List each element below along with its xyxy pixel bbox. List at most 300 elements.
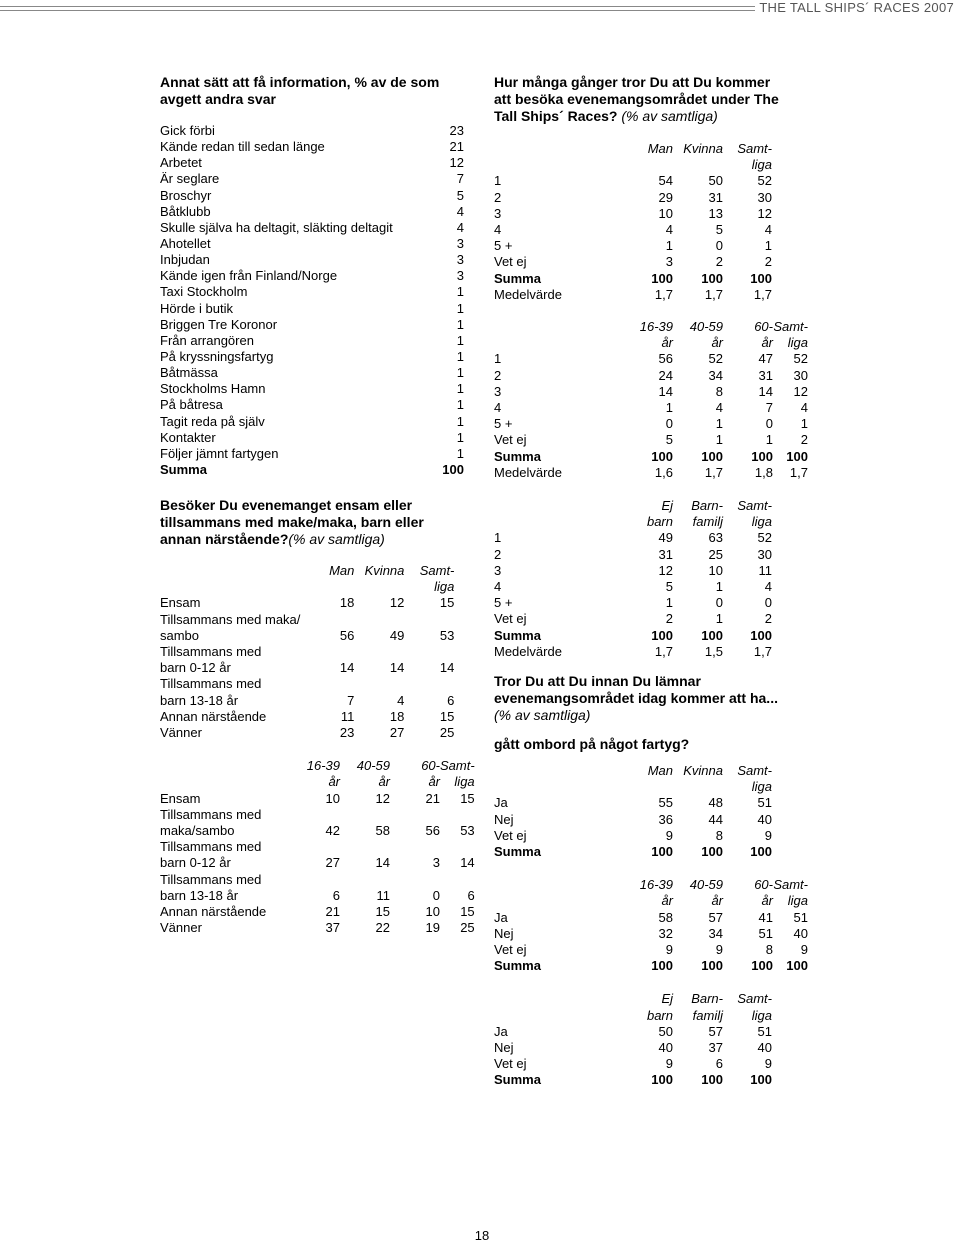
cell-value: 31 <box>758 367 773 383</box>
cell-value: 21 <box>425 790 440 806</box>
table-row <box>494 611 772 627</box>
column-header: barn <box>646 514 673 530</box>
list-item <box>160 171 466 187</box>
row-label: Summa <box>494 627 541 643</box>
list-item <box>160 397 466 413</box>
row-label: 1 <box>494 351 502 367</box>
cell-value <box>440 872 475 888</box>
list-item <box>160 284 466 300</box>
table-row <box>160 855 475 871</box>
table-row <box>494 595 772 611</box>
table-row <box>494 547 772 563</box>
row-label: Ensam <box>160 595 201 611</box>
table-header-row <box>494 763 772 779</box>
cell-value: 11 <box>340 708 355 724</box>
onboard-section <box>494 673 814 1089</box>
column-header: Ej <box>661 498 673 514</box>
list-item-value: 21 <box>449 139 464 155</box>
visits-section <box>494 74 814 660</box>
row-label: Summa <box>494 958 541 974</box>
header-rule <box>0 6 800 14</box>
column-header: liga <box>454 774 475 790</box>
table-header-row <box>160 563 454 579</box>
cell-value: 100 <box>786 448 808 464</box>
table-row <box>494 563 772 579</box>
cell-value: 3 <box>432 855 440 871</box>
table-row <box>160 628 454 644</box>
column-header: Kvinna <box>683 763 723 778</box>
table-header-row <box>494 991 772 1007</box>
row-label: Ja <box>494 909 508 925</box>
row-label: Medelvärde <box>494 643 562 659</box>
cell-value: 11 <box>758 562 772 578</box>
cell-value: 58 <box>658 909 673 925</box>
visits-table-gender <box>494 141 772 303</box>
list-item-label: Följer jämnt fartygen <box>160 445 279 461</box>
cell-value <box>440 807 475 823</box>
cell-value: 0 <box>765 416 773 432</box>
info-title: Annat sätt att få information, % av de som avgett andra svar <box>160 74 440 107</box>
cell-value <box>340 839 390 855</box>
cell-value: 0 <box>715 595 723 611</box>
row-label: Summa <box>494 448 541 464</box>
header-blank <box>494 991 619 1007</box>
cell-value: 6 <box>467 887 475 903</box>
column-header: år <box>328 774 340 790</box>
cell-value: 12 <box>658 562 673 578</box>
column-header: familj <box>692 1007 723 1023</box>
cell-value: 100 <box>701 448 723 464</box>
cell-value <box>300 676 354 692</box>
list-item-label: Broschyr <box>160 187 212 203</box>
cell-value: 100 <box>701 958 723 974</box>
column-header: Samt- <box>737 763 772 778</box>
cell-value: 1 <box>715 579 723 595</box>
cell-value: 40 <box>793 925 808 941</box>
table-row <box>160 644 454 660</box>
header-blank <box>494 498 619 514</box>
cell-value: 4 <box>764 222 772 238</box>
cell-value: 100 <box>750 627 772 643</box>
cell-value: 0 <box>432 887 440 903</box>
cell-value: 41 <box>758 909 773 925</box>
column-header <box>619 157 673 173</box>
row-label: 3 <box>494 383 502 399</box>
table-row <box>494 287 772 303</box>
cell-value: 100 <box>651 270 673 286</box>
table-header-row <box>494 157 772 173</box>
list-item-label: Briggen Tre Koronor <box>160 316 278 332</box>
cell-value <box>340 807 390 823</box>
cell-value: 51 <box>757 795 772 811</box>
cell-value: 8 <box>715 383 723 399</box>
list-item <box>160 252 466 268</box>
cell-value: 1,7 <box>753 643 772 659</box>
cell-value: 6 <box>447 692 455 708</box>
column-header: Kvinna <box>364 563 405 578</box>
cell-value <box>286 807 340 823</box>
cell-value: 47 <box>758 351 773 367</box>
column-header <box>673 157 723 173</box>
row-label: 2 <box>494 546 502 562</box>
table-row <box>494 910 808 926</box>
header-blank <box>160 774 286 790</box>
row-label: 2 <box>494 189 502 205</box>
cell-value: 24 <box>658 367 673 383</box>
cell-value: 49 <box>389 627 405 643</box>
cell-value: 57 <box>708 909 723 925</box>
table-row <box>160 791 475 807</box>
header-blank <box>494 893 619 909</box>
table-row <box>494 812 772 828</box>
visits-title: Hur många gånger tror Du att Du kommer att besöka evenemangsområdet under The Tall Ships´ Races? (% av samtliga) <box>494 74 779 124</box>
header-blank <box>494 141 619 157</box>
column-header: Kvinna <box>683 141 723 156</box>
row-label: Vet ej <box>494 254 527 270</box>
cell-value: 0 <box>665 416 673 432</box>
cell-value: 15 <box>439 595 455 611</box>
table-header-row <box>494 335 808 351</box>
cell-value: 53 <box>460 823 475 839</box>
cell-value: 1 <box>665 595 673 611</box>
table-row <box>494 795 772 811</box>
cell-value: 52 <box>757 173 772 189</box>
cell-value: 30 <box>793 367 808 383</box>
cell-value <box>390 839 440 855</box>
column-header: år <box>761 893 773 909</box>
table-row <box>160 660 454 676</box>
column-header: år <box>428 774 440 790</box>
cell-value <box>300 612 354 628</box>
table-row <box>160 693 454 709</box>
cell-value: 34 <box>708 367 723 383</box>
table-row <box>160 676 454 692</box>
header-blank <box>494 1008 619 1024</box>
table-row <box>494 844 772 860</box>
list-item-value: 1 <box>456 365 464 381</box>
column-header: Samt- <box>773 319 808 335</box>
header-blank <box>160 563 300 579</box>
list-item <box>160 414 466 430</box>
column-header <box>354 579 404 595</box>
header-blank <box>494 157 619 173</box>
cell-value: 5 <box>665 579 673 595</box>
cell-value: 19 <box>425 920 440 936</box>
table-row <box>160 595 454 611</box>
table-row <box>494 1024 772 1040</box>
cell-value: 1 <box>764 238 772 254</box>
row-label: Annan närstående <box>160 708 267 724</box>
list-item-value: 1 <box>456 429 464 445</box>
cell-value: 9 <box>800 942 808 958</box>
cell-value: 100 <box>701 270 723 286</box>
row-label: 3 <box>494 205 502 221</box>
table-row <box>494 449 808 465</box>
table-row <box>494 828 772 844</box>
row-label: barn 0-12 år <box>160 855 231 871</box>
list-item-label: Är seglare <box>160 171 220 187</box>
table-row <box>494 628 772 644</box>
header-blank <box>494 779 619 795</box>
visits-table-age <box>494 319 808 481</box>
column-header: Samt- <box>737 141 772 156</box>
list-item <box>160 123 466 139</box>
cell-value: 25 <box>460 920 475 936</box>
cell-value: 55 <box>658 795 673 811</box>
cell-value: 15 <box>460 904 475 920</box>
cell-value: 7 <box>765 400 773 416</box>
cell-value: 13 <box>708 205 723 221</box>
list-item-label: Båtmässa <box>160 365 218 381</box>
column-header: Samt- <box>773 877 808 893</box>
list-item <box>160 301 466 317</box>
cell-value: 100 <box>750 270 772 286</box>
cell-value: 100 <box>750 844 772 860</box>
cell-value: 100 <box>751 448 773 464</box>
table-row <box>494 271 772 287</box>
list-item-label: Hörde i butik <box>160 300 233 316</box>
table-row <box>494 644 772 660</box>
table-row <box>494 368 808 384</box>
column-header: 60- <box>421 758 440 774</box>
cell-value <box>286 872 340 888</box>
cell-value: 14 <box>460 855 475 871</box>
cell-value: 100 <box>651 958 673 974</box>
onboard-table-family <box>494 991 772 1088</box>
list-item-value: 12 <box>449 155 464 171</box>
row-label: Vänner <box>160 920 202 936</box>
row-label: Tillsammans med <box>160 806 262 822</box>
cell-value: 58 <box>375 823 390 839</box>
sum-label: Summa <box>160 461 207 477</box>
cell-value <box>354 676 404 692</box>
cell-value: 21 <box>325 904 340 920</box>
cell-value: 1 <box>800 416 808 432</box>
cell-value: 50 <box>708 173 723 189</box>
table-row <box>160 888 475 904</box>
cell-value: 9 <box>665 827 673 843</box>
list-item-value: 1 <box>456 300 464 316</box>
cell-value: 1,7 <box>654 643 673 659</box>
list-item-value: 1 <box>456 316 464 332</box>
cell-value: 51 <box>757 1023 772 1039</box>
row-label: 4 <box>494 400 502 416</box>
column-header <box>619 779 673 795</box>
cell-value: 14 <box>339 660 355 676</box>
column-header: Man <box>647 141 673 156</box>
list-item-label: Tagit reda på själv <box>160 413 265 429</box>
row-label: Vet ej <box>494 827 527 843</box>
column-header: 40-59 <box>356 758 390 774</box>
cell-value: 12 <box>389 595 405 611</box>
cell-value: 25 <box>708 546 723 562</box>
column-header: Man <box>647 763 673 778</box>
cell-value: 9 <box>764 827 772 843</box>
list-item-value: 1 <box>456 332 464 348</box>
table-header-row <box>494 498 772 514</box>
sum-value: 100 <box>442 461 464 477</box>
row-label: Nej <box>494 1040 514 1056</box>
onboard-table-gender <box>494 763 772 860</box>
list-item-value: 1 <box>456 413 464 429</box>
column-header: liga <box>787 335 808 351</box>
table-header-row <box>494 877 808 893</box>
column-header: år <box>661 893 673 909</box>
row-label: 4 <box>494 579 502 595</box>
cell-value: 18 <box>339 595 355 611</box>
cell-value: 100 <box>651 844 673 860</box>
column-header: 40-59 <box>689 877 723 893</box>
cell-value: 100 <box>701 844 723 860</box>
cell-value: 40 <box>757 1040 772 1056</box>
header-blank <box>160 579 300 595</box>
list-item-label: Båtklubb <box>160 203 211 219</box>
column-header: Man <box>329 563 355 578</box>
table-row <box>494 942 808 958</box>
table-row <box>160 725 454 741</box>
list-item <box>160 349 466 365</box>
table-row <box>494 190 772 206</box>
list-item-label: Kände redan till sedan länge <box>160 139 325 155</box>
company-table-gender <box>160 563 454 741</box>
row-label: Ja <box>494 1023 508 1039</box>
table-header-row <box>494 141 772 157</box>
header-blank <box>494 319 619 335</box>
cell-value: 4 <box>715 400 723 416</box>
list-item-label: Kände igen från Finland/Norge <box>160 268 338 284</box>
table-header-row <box>494 514 772 530</box>
cell-value: 50 <box>658 1023 673 1039</box>
company-table-age <box>160 758 475 936</box>
cell-value: 54 <box>658 173 673 189</box>
column-header: Samt- <box>419 563 455 578</box>
list-item <box>160 381 466 397</box>
cell-value: 100 <box>651 627 673 643</box>
list-sum-row <box>160 462 466 478</box>
table-header-row <box>494 893 808 909</box>
column-header: Ej <box>661 991 673 1007</box>
column-header: 60- <box>754 319 773 335</box>
list-item-value: 1 <box>456 397 464 413</box>
cell-value: 12 <box>757 205 772 221</box>
cell-value: 49 <box>658 530 673 546</box>
table-row <box>494 1040 772 1056</box>
row-label: Tillsammans med <box>160 644 262 660</box>
column-header: år <box>378 774 390 790</box>
cell-value: 100 <box>751 958 773 974</box>
cell-value <box>354 644 404 660</box>
cell-value: 48 <box>708 795 723 811</box>
list-item <box>160 139 466 155</box>
table-row <box>494 1072 772 1088</box>
onboard-table-age <box>494 877 808 974</box>
cell-value: 40 <box>757 811 772 827</box>
row-label: Summa <box>494 1072 541 1088</box>
header-blank <box>160 758 286 774</box>
cell-value: 51 <box>793 909 808 925</box>
cell-value: 1 <box>665 400 673 416</box>
list-item-value: 3 <box>456 268 464 284</box>
list-item <box>160 236 466 252</box>
cell-value: 100 <box>651 1072 673 1088</box>
cell-value: 34 <box>708 925 723 941</box>
cell-value: 14 <box>658 383 673 399</box>
row-label: Tillsammans med <box>160 871 262 887</box>
list-item-value: 23 <box>449 123 464 138</box>
table-row <box>494 432 808 448</box>
cell-value: 27 <box>325 855 340 871</box>
list-item <box>160 446 466 462</box>
table-header-row <box>160 758 475 774</box>
list-item-label: Från arrangören <box>160 332 254 348</box>
cell-value: 30 <box>757 189 772 205</box>
list-item-value: 3 <box>456 252 464 268</box>
list-item-label: Ahotellet <box>160 235 211 251</box>
column-header: år <box>711 335 723 351</box>
row-label: Vet ej <box>494 1056 527 1072</box>
column-header <box>673 779 723 795</box>
cell-value: 3 <box>665 254 673 270</box>
row-label: Tillsammans med <box>160 839 262 855</box>
cell-value: 9 <box>665 942 673 958</box>
column-header: Barn- <box>691 498 723 514</box>
list-item <box>160 333 466 349</box>
row-label: 5 + <box>494 238 513 254</box>
cell-value: 2 <box>764 254 772 270</box>
list-item <box>160 188 466 204</box>
list-item-value: 1 <box>456 284 464 300</box>
table-row <box>494 384 808 400</box>
cell-value: 40 <box>658 1040 673 1056</box>
row-label: Vet ej <box>494 432 527 448</box>
table-row <box>494 238 772 254</box>
cell-value <box>300 644 354 660</box>
cell-value: 6 <box>715 1056 723 1072</box>
cell-value: 1,7 <box>789 464 808 480</box>
table-row <box>494 222 772 238</box>
list-item-value: 1 <box>456 445 464 461</box>
table-row <box>160 709 454 725</box>
cell-value: 1 <box>715 432 723 448</box>
cell-value: 4 <box>665 222 673 238</box>
row-label: Summa <box>494 270 541 286</box>
list-item-value: 4 <box>456 219 464 235</box>
row-label: Tillsammans med maka/ <box>160 611 301 627</box>
row-label: Tillsammans med <box>160 676 262 692</box>
row-label: 5 + <box>494 595 513 611</box>
cell-value: 22 <box>375 920 390 936</box>
company-section <box>160 497 490 936</box>
cell-value: 53 <box>439 627 455 643</box>
cell-value: 52 <box>757 530 772 546</box>
list-item <box>160 268 466 284</box>
table-row <box>160 920 475 936</box>
cell-value: 37 <box>708 1040 723 1056</box>
cell-value: 1 <box>765 432 773 448</box>
row-label: Summa <box>494 844 541 860</box>
list-item-value: 5 <box>456 187 464 203</box>
cell-value: 0 <box>715 238 723 254</box>
column-header: Samt- <box>737 498 772 514</box>
cell-value: 8 <box>715 827 723 843</box>
cell-value: 52 <box>793 351 808 367</box>
cell-value: 1,7 <box>753 286 772 302</box>
onboard-title: Tror Du att Du innan Du lämnar evenemangsområdet idag kommer att ha... (% av samtliga) <box>494 673 778 723</box>
cell-value: 100 <box>701 1072 723 1088</box>
cell-value: 4 <box>764 579 772 595</box>
info-section <box>160 74 466 478</box>
list-item-label: Kontakter <box>160 429 216 445</box>
